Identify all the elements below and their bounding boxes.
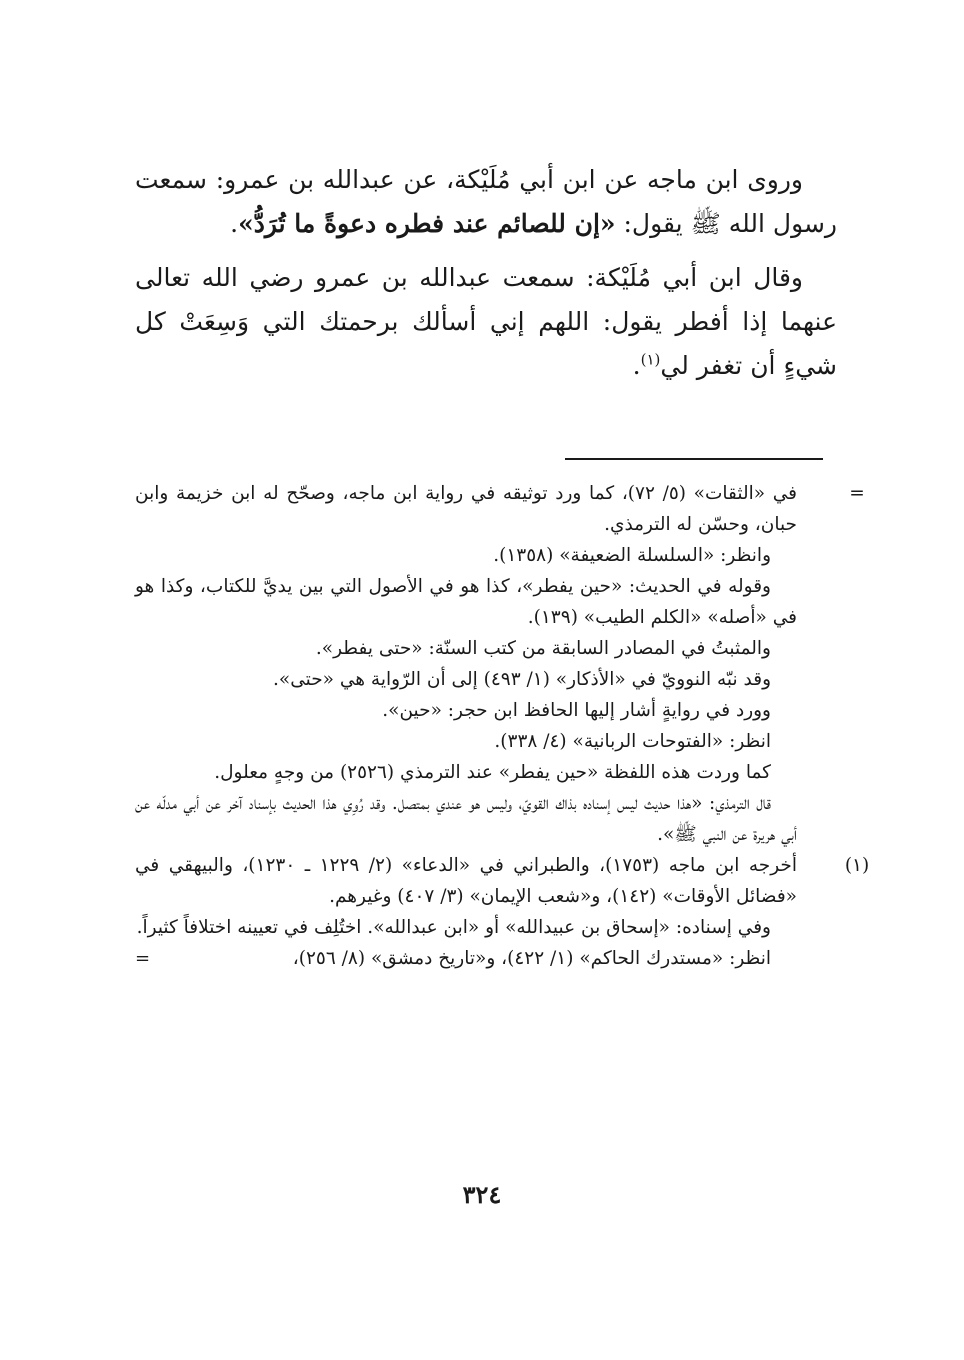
- main-text: [135, 158, 837, 398]
- page-number: ٣٢٤: [462, 1180, 502, 1209]
- paragraph-2-text: وقال ابن أبي مُلَيْكة: سمعت عبدالله بن عمرو رضي الله تعالى عنهما إذا أفطر يقول: اللهم إني أسألك برحمتك التي وَسِعَتْ كل شيءٍ أن تغفر لي: [135, 263, 837, 380]
- paragraph-2-end: .: [632, 351, 641, 380]
- continuation-marker: =: [849, 483, 865, 504]
- note-line: وفي إسناده: «إسحاق بن عبيدالله» أو «ابن عبدالله». اختُلِف في تعيينه اختلافاً كثيراً.: [136, 917, 771, 938]
- paragraph-1-text: وروى ابن ماجه عن ابن أبي مُلَيْكة، عن عبدالله بن عمرو: سمعت رسول الله ﷺ يقول:: [135, 165, 837, 238]
- note-line: وانظر: «السلسلة الضعيفة» (١٣٥٨).: [493, 545, 771, 566]
- note-line: وقوله في الحديث: «حين يفطر»، كذا هو في الأصول التي بين يديَّ للكتاب، وكذا هو في «أصله» «الكلم الطيب» (١٣٩).: [135, 576, 797, 628]
- note-line-last: [135, 943, 797, 974]
- paragraph-1: [135, 158, 837, 246]
- paragraph-2: [135, 256, 837, 388]
- footnote-1-marker: (١): [844, 855, 870, 876]
- footnotes: [135, 478, 870, 974]
- paragraph-1-end: .: [230, 209, 239, 238]
- footnote-separator: [565, 458, 823, 460]
- note-line: كما وردت هذه اللفظة «حين يفطر» عند الترمذي (٢٥٢٦) من وجهٍ معلول.: [214, 762, 771, 783]
- note-line: وقد نبّه النوويّ في «الأذكار» (١/ ٤٩٣) إلى أن الرّواية هي «حتى».: [273, 669, 771, 690]
- note-line: انظر: «الفتوحات الربانية» (٤/ ٣٣٨).: [494, 731, 771, 752]
- note-line: وورد في روايةٍ أشار إليها الحافظ ابن حجر: «حين».: [382, 700, 771, 721]
- footnote-ref-1[interactable]: (١): [640, 350, 661, 369]
- footnote-continued: [135, 478, 865, 850]
- note-line: أخرجه ابن ماجه (١٧٥٣)، والطبراني في «الدعاء» (٢/ ١٢٢٩ ـ ١٢٣٠)، والبيهقي في «فضائل الأوقات» (١٤٢)، و«شعب الإيمان» (٣/ ٤٠٧) وغيرهم.: [135, 855, 797, 907]
- note-line: في «الثقات» (٥/ ٧٢)، كما ورد توثيقه في رواية ابن ماجه، وصحّح له ابن خزيمة وابن حبان، وحسّن له الترمذي.: [135, 483, 797, 535]
- footnote-1: [135, 850, 870, 974]
- note-line: قال الترمذي: «هذا حديث ليس إسناده بذاك القويّ، وليس هو عندي بمتصل. وقد رُوِي هذا الحديث بإسناد آخر عن أبي مدلّه عن أبي هريرة عن النبي ﷺ».: [135, 793, 797, 845]
- note-line-text: انظر: «مستدرك الحاكم» (١/ ٤٢٢)، و«تاريخ دمشق» (٨/ ٢٥٦)،: [292, 948, 771, 969]
- note-line: والمثبتُ في المصادر السابقة من كتب السنّة: «حتى يفطر».: [315, 638, 771, 659]
- continuation-marker-end: =: [135, 948, 151, 969]
- hadith-quote: «إن للصائم عند فطره دعوةً ما تُرَدُّ»: [238, 209, 616, 238]
